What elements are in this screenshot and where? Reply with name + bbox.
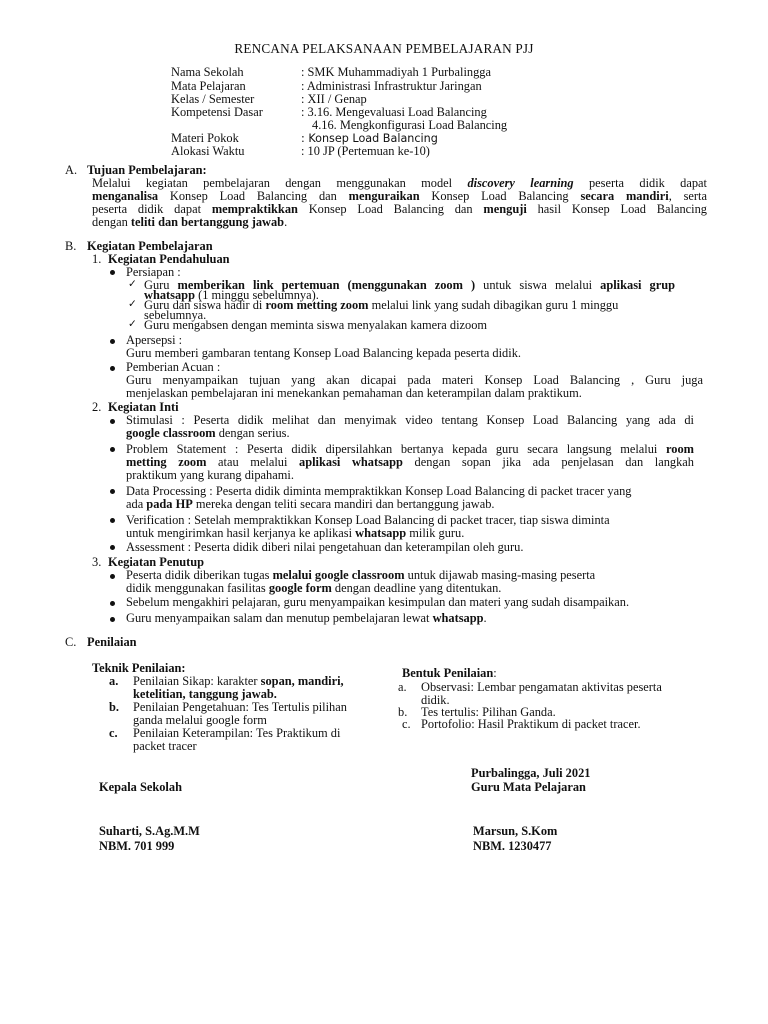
step-3-number: 3. bbox=[92, 555, 102, 569]
bullet-icon bbox=[110, 601, 115, 606]
identity-value-class: : XII / Genap bbox=[301, 92, 367, 106]
teknik-a-line-2: ketelitian, tanggung jawab. bbox=[133, 687, 277, 701]
document-title: RENCANA PELAKSANAAN PEMBELAJARAN PJJ bbox=[234, 41, 534, 56]
teacher-name: Marsun, S.Kom bbox=[473, 824, 558, 838]
bullet-icon bbox=[110, 270, 115, 275]
identity-value-school: : SMK Muhammadiyah 1 Purbalingga bbox=[301, 65, 491, 79]
bentuk-a-letter: a. bbox=[398, 680, 407, 694]
inti-problem-line-2: metting zoom atau melalui aplikasi whatsapp dengan sopan jika ada penjelasan dan langkah bbox=[126, 455, 694, 469]
bentuk-a-line-2: didik. bbox=[421, 693, 450, 707]
bentuk-b-letter: b. bbox=[398, 705, 408, 719]
principal-name: Suharti, S.Ag.M.M bbox=[99, 824, 200, 838]
principal-nbm: NBM. 701 999 bbox=[99, 839, 175, 853]
bullet-icon bbox=[110, 366, 115, 371]
step-1-heading: Kegiatan Pendahuluan bbox=[108, 252, 230, 266]
penutup-item-3: Guru menyampaikan salam dan menutup pembelajaran lewat whatsapp. bbox=[126, 611, 487, 625]
inti-data-line-1: Data Processing : Peserta didik diminta mempraktikkan Konsep Load Balancing di packet tracer yang bbox=[126, 484, 632, 498]
identity-label-class: Kelas / Semester bbox=[171, 92, 255, 106]
identity-label-time: Alokasi Waktu bbox=[171, 144, 245, 158]
bullet-icon bbox=[110, 574, 115, 579]
identity-label-topic: Materi Pokok bbox=[171, 131, 239, 145]
teknik-b-line-2: ganda melalui google form bbox=[133, 713, 267, 727]
section-b-heading: Kegiatan Pembelajaran bbox=[87, 239, 213, 253]
bentuk-c-letter: c. bbox=[402, 717, 411, 731]
step-1-number: 1. bbox=[92, 252, 102, 266]
step-2-number: 2. bbox=[92, 400, 102, 414]
section-b-letter: B. bbox=[65, 239, 77, 253]
persiapan-item-1-line-2: whatsapp (1 minggu sebelumnya). bbox=[144, 288, 319, 302]
persiapan-item-2-line-2: sebelumnya. bbox=[144, 308, 207, 322]
identity-value-competency-2: 4.16. Mengkonfigurasi Load Balancing bbox=[312, 118, 508, 132]
section-a-heading: Tujuan Pembelajaran: bbox=[87, 163, 207, 177]
penutup-item-2: Sebelum mengakhiri pelajaran, guru menyampaikan kesimpulan dan materi yang sudah disampaikan. bbox=[126, 595, 630, 609]
teknik-c-line-2: packet tracer bbox=[133, 739, 197, 753]
penutup-item-1-line-2: didik menggunakan fasilitas google form dengan deadline yang ditentukan. bbox=[126, 581, 502, 595]
inti-stimulasi-line-2: google classroom dengan serius. bbox=[126, 426, 290, 440]
identity-value-time: : 10 JP (Pertemuan ke-10) bbox=[301, 144, 430, 158]
inti-assessment: Assessment : Peserta didik diberi nilai pengetahuan dan keterampilan oleh guru. bbox=[126, 540, 524, 554]
identity-value-subject: : Administrasi Infrastruktur Jaringan bbox=[301, 79, 482, 93]
teknik-a-line-1: Penilaian Sikap: karakter sopan, mandiri, bbox=[133, 674, 344, 688]
teacher-role: Guru Mata Pelajaran bbox=[471, 780, 586, 794]
bentuk-c-line: Portofolio: Hasil Praktikum di packet tracer. bbox=[421, 717, 641, 731]
identity-value-competency: : 3.16. Mengevaluasi Load Balancing bbox=[301, 105, 487, 119]
inti-stimulasi-line-1: Stimulasi : Peserta didik melihat dan menyimak video tentang Konsep Load Balancing yang ada di bbox=[126, 413, 694, 427]
identity-label-competency: Kompetensi Dasar bbox=[171, 105, 263, 119]
teknik-c-letter: c. bbox=[109, 726, 118, 740]
teknik-c-line-1: Penilaian Keterampilan: Tes Praktikum di bbox=[133, 726, 341, 740]
teknik-b-letter: b. bbox=[109, 700, 119, 714]
persiapan-item-1-line-1: Guru memberikan link pertemuan (menggunakan zoom ) untuk siswa melalui aplikasi grup bbox=[144, 278, 675, 292]
apersepsi-text: Guru memberi gambaran tentang Konsep Load Balancing kepada peserta didik. bbox=[126, 346, 521, 360]
persiapan-item-2-line-1: Guru dan siswa hadir di room metting zoom melalui link yang sudah dibagikan guru 1 minggu bbox=[144, 298, 619, 312]
bentuk-heading: Bentuk Penilaian: bbox=[402, 666, 497, 680]
principal-role: Kepala Sekolah bbox=[99, 780, 182, 794]
persiapan-label: Persiapan : bbox=[126, 265, 181, 279]
checkmark-icon: ✓ bbox=[128, 278, 137, 290]
step-2-heading: Kegiatan Inti bbox=[108, 400, 179, 414]
objective-line-2: menganalisa Konsep Load Balancing dan menguraikan Konsep Load Balancing secara mandiri, serta bbox=[92, 189, 707, 203]
bullet-icon bbox=[110, 447, 115, 452]
step-3-heading: Kegiatan Penutup bbox=[108, 555, 205, 569]
identity-label-subject: Mata Pelajaran bbox=[171, 79, 246, 93]
checkmark-icon: ✓ bbox=[128, 318, 137, 330]
inti-data-line-2: ada pada HP mereka dengan teliti secara mandiri dan bertanggung jawab. bbox=[126, 497, 495, 511]
bullet-icon bbox=[110, 617, 115, 622]
identity-label-school: Nama Sekolah bbox=[171, 65, 244, 79]
section-c-heading: Penilaian bbox=[87, 635, 137, 649]
inti-problem-line-3: praktikum yang kurang dipahami. bbox=[126, 468, 294, 482]
objective-line-1: Melalui kegiatan pembelajaran dengan menggunakan model discovery learning peserta didik dapat bbox=[92, 176, 708, 190]
acuan-text-line-1: Guru menyampaikan tujuan yang akan dicapai pada materi Konsep Load Balancing , Guru juga bbox=[126, 373, 703, 387]
bullet-icon bbox=[110, 518, 115, 523]
inti-verification-line-1: Verification : Setelah mempraktikkan Konsep Load Balancing di packet tracer, tiap siswa diminta bbox=[126, 513, 610, 527]
bullet-icon bbox=[110, 419, 115, 424]
bullet-icon bbox=[110, 339, 115, 344]
teknik-a-letter: a. bbox=[109, 674, 119, 688]
objective-line-4: dengan teliti dan bertanggung jawab. bbox=[92, 215, 288, 229]
place-date: Purbalingga, Juli 2021 bbox=[471, 766, 591, 780]
persiapan-item-3: Guru mengabsen dengan meminta siswa menyalakan kamera dizoom bbox=[144, 318, 488, 332]
bentuk-b-line: Tes tertulis: Pilihan Ganda. bbox=[421, 705, 556, 719]
inti-verification-line-2: untuk mengirimkan hasil kerjanya ke aplikasi whatsapp milik guru. bbox=[126, 526, 465, 540]
apersepsi-label: Apersepsi : bbox=[126, 333, 183, 347]
acuan-text-line-2: menjelaskan pembelajaran ini menekankan pemahaman dan keterampilan dalam praktikum. bbox=[126, 386, 582, 400]
teknik-heading: Teknik Penilaian: bbox=[92, 661, 186, 675]
inti-problem-line-1: Problem Statement : Peserta didik dipersilahkan bertanya kepada guru secara langsung melalui room bbox=[126, 442, 694, 456]
acuan-label: Pemberian Acuan : bbox=[126, 360, 221, 374]
bullet-icon bbox=[110, 489, 115, 494]
checkmark-icon: ✓ bbox=[128, 298, 137, 310]
identity-value-topic: : Konsep Load Balancing bbox=[301, 132, 438, 145]
penutup-item-1-line-1: Peserta didik diberikan tugas melalui google classroom untuk dijawab masing-masing peserta bbox=[126, 568, 596, 582]
section-c-letter: C. bbox=[65, 635, 77, 649]
bentuk-a-line-1: Observasi: Lembar pengamatan aktivitas peserta bbox=[421, 680, 662, 694]
objective-line-3: peserta didik dapat mempraktikkan Konsep Load Balancing dan menguji hasil Konsep Load Balancing bbox=[92, 202, 708, 216]
section-a-letter: A. bbox=[65, 163, 78, 177]
teknik-b-line-1: Penilaian Pengetahuan: Tes Tertulis pilihan bbox=[133, 700, 347, 714]
bullet-icon bbox=[110, 545, 115, 550]
teacher-nbm: NBM. 1230477 bbox=[473, 839, 552, 853]
